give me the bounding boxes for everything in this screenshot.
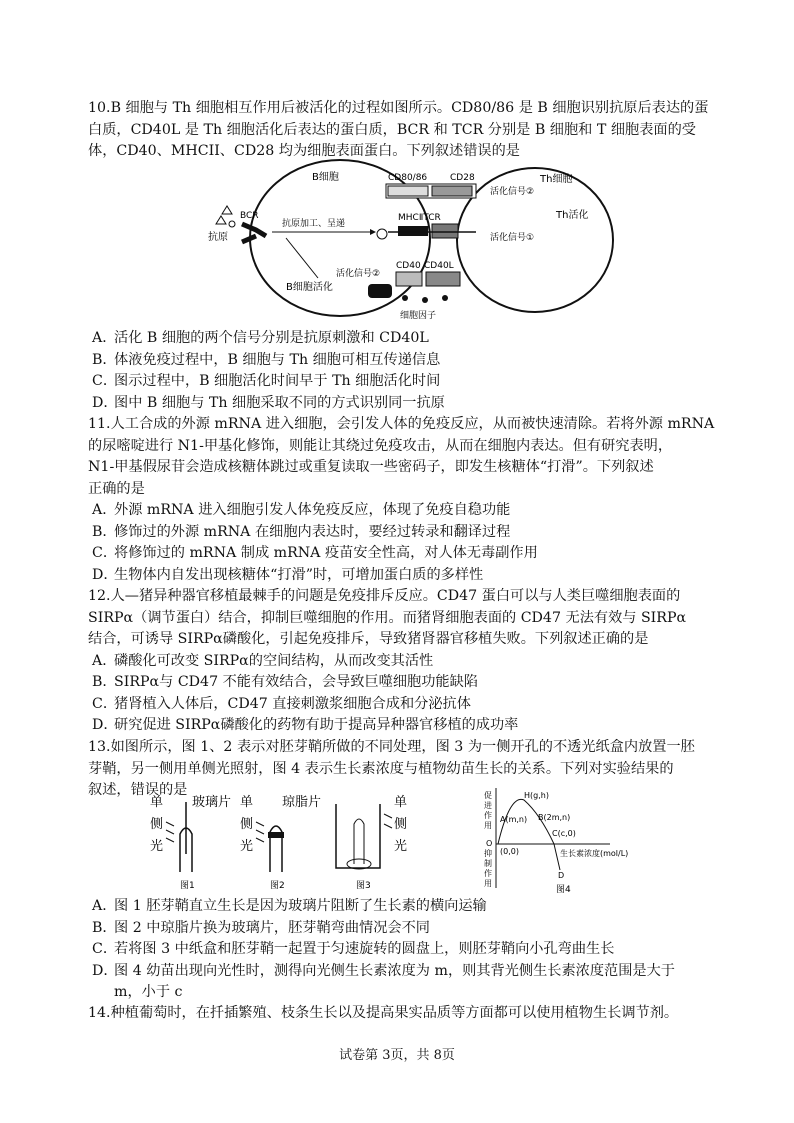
svg-text:作: 作 [484,869,492,878]
svg-text:H(g,h): H(g,h) [524,791,549,800]
question-11: 11.人工合成的外源 mRNA 进入细胞，会引发人体的免疫反应，从而被快速清除。若将外源 mRNA 的尿嘧啶进行 N1-甲基化修饰，则能让其绕过免疫攻击，从而在细胞内表达。但有研究表明， N1-甲基假尿苷会造成核糖体跳过或重复读取一些密码子，即发生核糖体“打滑”。下列叙述 正确的是 A．外源 mRNA 进入细胞引发人体免疫反应，体现了免疫自稳功能 B．修饰过的外源 mRNA 在细胞内表达时，要经过转录和翻译过程 C．将修饰过的 mRNA 制成 mRNA 疫苗安全性高，对人体无毒副作用 D．生物体内自发出现核糖体“打滑”时，可增加蛋白质的多样性 [88,414,738,586]
svg-text:作: 作 [484,811,492,820]
q10-option-a[interactable]: A．活化 B 细胞的两个信号分别是抗原刺激和 CD40L [92,330,429,346]
fig3-box-coleoptile [336,795,407,891]
svg-text:C(c,0): C(c,0) [552,829,576,838]
th-cell-outline [457,168,613,312]
cytokine-label: 细胞因子 [400,311,437,321]
svg-text:抑: 抑 [484,849,492,858]
q12-option-a[interactable]: A．磷酸化可改变 SIRPα的空间结构，从而改变其活性 [92,652,434,669]
signal2-top-label: 活化信号② [490,187,535,197]
svg-text:用: 用 [484,879,492,888]
q13-options [88,896,738,1004]
cd28-label: CD28 [450,173,475,183]
svg-text:B(2m,n): B(2m,n) [538,813,571,822]
fig4-auxin-graph [484,788,628,895]
q11-option-a[interactable]: A．外源 mRNA 进入细胞引发人体免疫反应，体现了免疫自稳功能 [92,502,511,518]
q13-option-b[interactable]: B．图 2 中琼脂片换为玻璃片，胚芽鞘弯曲情况会不同 [92,919,430,936]
svg-text:琼脂片: 琼脂片 [282,795,322,810]
svg-text:O: O [486,839,493,848]
cd8086-label: CD80/86 [388,173,428,183]
svg-text:图4: 图4 [556,885,571,895]
q12-option-d[interactable]: D．研究促进 SIRPα磷酸化的药物有助于提高异种器官移植的成功率 [92,717,519,733]
question-14: 14.种植葡萄时，在扦插繁殖、枝条生长以及提高果实品质等方面都可以使用植物生长调节剂。 [88,1005,679,1021]
question-13: 13.如图所示，图 1、2 表示对胚芽鞘所做的不同处理，图 3 为一侧开孔的不透光纸盒内放置一胚 芽鞘，另一侧用单侧光照射，图 4 表示生长素浓度与植物幼苗生长的关系。下列对实验结果的 叙述，错误的是 [88,739,695,798]
q13-option-d[interactable]: D．图 4 幼苗出现向光性时，测得向光侧生长素浓度为 m，则其背光侧生长素浓度范围是大于 [92,962,675,979]
signal1-label: 活化信号① [490,233,535,243]
q10-cell-diagram [200,160,630,330]
q13-option-a[interactable]: A．图 1 胚芽鞘直立生长是因为玻璃片阻断了生长素的横向运输 [92,898,487,914]
q13-option-d-cont: m，小于 c [114,984,183,1000]
q10-stem: 10.B 细胞与 Th 细胞相互作用后被活化的过程如图所示。CD80/86 是 B 细胞识别抗原后表达的蛋 [88,100,709,116]
cd40-label: CD40 [396,261,421,271]
question-12: 12.人—猪异种器官移植最棘手的问题是免疫排斥反应。CD47 蛋白可以与人类巨噬细胞表面的 SIRPα（调节蛋白）结合，抑制巨噬细胞的作用。而猪肾细胞表面的 CD47 无法有效与 SIRPα 结合，可诱导 SIRPα磷酸化，引起免疫排斥，导致猪肾器官移植失败。下列叙述正确的是 A．磷酸化可改变 SIRPα的空间结构，从而改变其活性 B．SIRPα与 CD47 不能有效结合，会导致巨噬细胞功能缺陷 C．猪肾植入人体后，CD47 直接刺激浆细胞合成和分泌抗体 D．研究促进 SIRPα磷酸化的药物有助于提高异种器官移植的成功率 [88,586,738,737]
bcr-receptor-icon [242,224,266,242]
svg-text:D: D [558,871,565,880]
th-cell-label: Th细胞 [540,174,573,185]
q13-option-c[interactable]: C．若将图 3 中纸盒和胚芽鞘一起置于匀速旋转的圆盘上，则胚芽鞘向小孔弯曲生长 [92,941,615,957]
question-10: 10.B 细胞与 Th 细胞相互作用后被活化的过程如图所示。CD80/86 是 B 细胞识别抗原后表达的蛋 白质，CD40L 是 Th 细胞活化后表达的蛋白质，BCR 和 TCR 分别是 B 细胞和 T 细胞表面的受 体，CD40、MHCII、CD28 均为细胞表面蛋白。下列叙述错误的是 [88,98,738,163]
svg-text:单: 单 [150,795,164,810]
svg-text:进: 进 [484,801,492,810]
antigen-label: 抗原 [208,232,228,243]
q10-option-d[interactable]: D．图中 B 细胞与 Th 细胞采取不同的方式识别同一抗原 [92,394,445,411]
bcr-label: BCR [240,211,259,221]
svg-text:图3: 图3 [356,881,371,891]
svg-text:A(m,n): A(m,n) [500,815,528,824]
q12-option-b[interactable]: B．SIRPα与 CD47 不能有效结合，会导致巨噬细胞功能缺陷 [92,674,478,690]
svg-text:玻璃片: 玻璃片 [192,795,232,810]
q10-option-b[interactable]: B．体液免疫过程中，B 细胞与 Th 细胞可相互传递信息 [92,351,441,368]
q13-figures [140,784,629,898]
b-cell-label: B细胞 [312,172,339,183]
svg-text:侧: 侧 [150,817,164,832]
q10-option-c[interactable]: C．图示过程中，B 细胞活化时间早于 Th 细胞活化时间 [92,373,441,389]
svg-text:用: 用 [484,821,492,830]
svg-text:光: 光 [394,839,408,854]
svg-text:促: 促 [484,791,492,800]
q11-option-b[interactable]: B．修饰过的外源 mRNA 在细胞内表达时，要经过转录和翻译过程 [92,523,511,540]
mhc-tcr-label: MHCⅡTCR [398,213,441,223]
cd40l-label: CD40L [424,261,454,271]
b-activation-label: B细胞活化 [286,282,333,293]
svg-text:光: 光 [150,839,164,854]
antigen-icon [216,206,235,227]
svg-text:侧: 侧 [394,817,408,832]
q10-options [88,328,738,414]
fig1-coleoptile-glass [150,794,231,891]
svg-text:侧: 侧 [240,817,254,832]
fig2-coleoptile-agar [240,794,321,891]
q11-option-c[interactable]: C．将修饰过的 mRNA 制成 mRNA 疫苗安全性高，对人体无毒副作用 [92,545,538,561]
svg-text:图2: 图2 [270,881,285,891]
svg-text:图1: 图1 [180,881,195,891]
svg-text:生长素浓度(mol/L): 生长素浓度(mol/L) [560,849,629,858]
q11-option-d[interactable]: D．生物体内自发出现核糖体“打滑”时，可增加蛋白质的多样性 [92,566,484,583]
b-cell-outline [250,160,430,316]
svg-text:制: 制 [484,859,492,868]
svg-text:(0,0): (0,0) [500,847,519,856]
svg-text:单: 单 [394,795,408,810]
th-activation-label: Th活化 [556,210,589,221]
svg-text:光: 光 [240,839,254,854]
svg-text:单: 单 [240,795,254,810]
q12-option-c[interactable]: C．猪肾植入人体后，CD47 直接刺激浆细胞合成和分泌抗体 [92,695,471,712]
signal2-bottom-label: 活化信号② [336,269,381,279]
page-footer: 试卷第 3页，共 8页 [339,1048,455,1063]
process-label: 抗原加工、呈递 [282,219,346,229]
